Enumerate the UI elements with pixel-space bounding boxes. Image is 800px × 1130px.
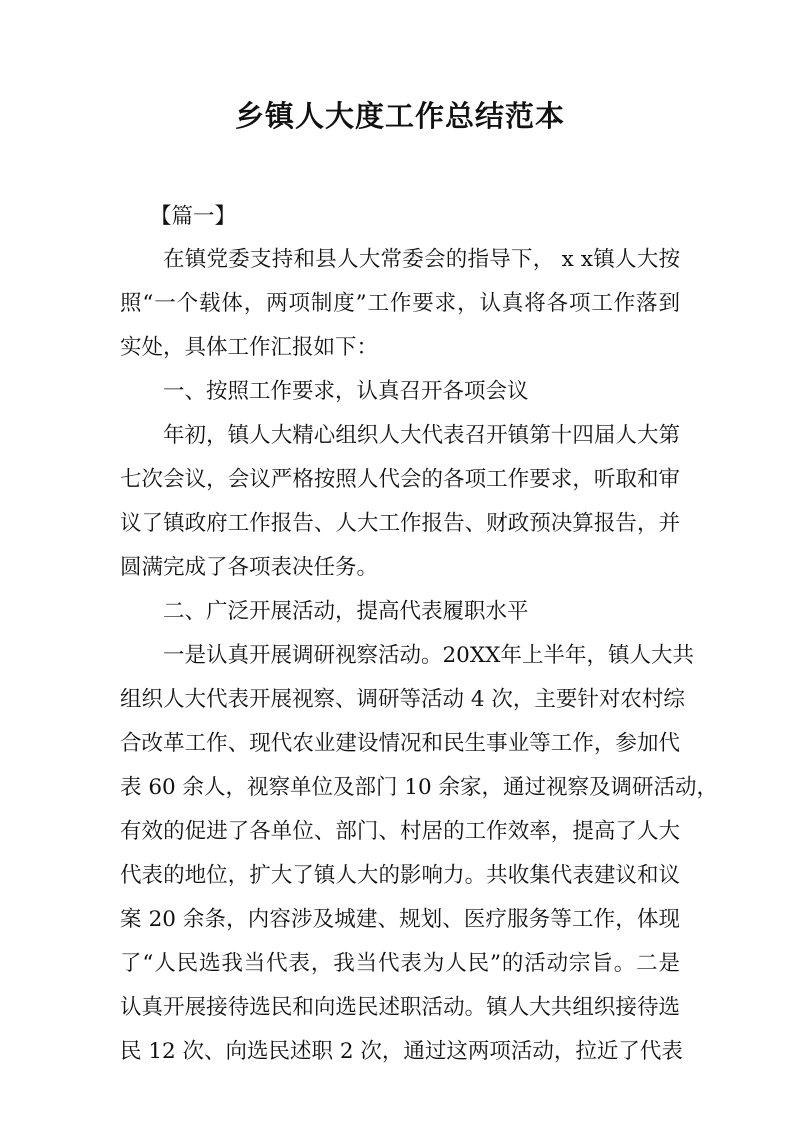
paragraph-line: 案 20 余条，内容涉及城建、规划、医疗服务等工作，体现 bbox=[120, 907, 680, 932]
section-label: 【篇一】 bbox=[150, 204, 237, 229]
document-title: 乡镇人大度工作总结范本 bbox=[234, 99, 565, 133]
paragraph-line: 有效的促进了各单位、部门、村居的工作效率，提高了人大 bbox=[120, 819, 680, 844]
paragraph-line: 了“人民选我当代表，我当代表为人民”的活动宗旨。二是 bbox=[120, 951, 680, 976]
paragraph-line: 在镇党委支持和县人大常委会的指导下， x x镇人大按 bbox=[163, 247, 680, 272]
paragraph-line: 议了镇政府工作报告、人大工作报告、财政预决算报告，并 bbox=[120, 511, 680, 536]
paragraph-line: 组织人大代表开展视察、调研等活动 4 次，主要针对农村综 bbox=[120, 687, 685, 712]
paragraph-line: 七次会议，会议严格按照人代会的各项工作要求，听取和审 bbox=[120, 467, 680, 492]
paragraph-line: 一是认真开展调研视察活动。20XX年上半年，镇人大共 bbox=[163, 643, 694, 668]
paragraph-line: 代表的地位，扩大了镇人大的影响力。共收集代表建议和议 bbox=[120, 863, 680, 888]
section-heading: 一、按照工作要求，认真召开各项会议 bbox=[163, 379, 529, 404]
paragraph-line: 年初，镇人大精心组织人大代表召开镇第十四届人大第 bbox=[163, 423, 680, 448]
paragraph-line: 民 12 次、向选民述职 2 次，通过这两项活动，拉近了代表 bbox=[120, 1039, 683, 1064]
paragraph-line: 表 60 余人，视察单位及部门 10 余家，通过视察及调研活动， bbox=[120, 775, 719, 800]
paragraph-line: 实处，具体工作汇报如下： bbox=[120, 335, 379, 360]
paragraph-line: 合改革工作、现代农业建设情况和民生事业等工作，参加代 bbox=[120, 731, 680, 756]
paragraph-line: 认真开展接待选民和向选民述职活动。镇人大共组织接待选 bbox=[120, 995, 680, 1020]
paragraph-line: 圆满完成了各项表决任务。 bbox=[120, 555, 379, 580]
paragraph-line: 照“一个载体，两项制度”工作要求，认真将各项工作落到 bbox=[120, 291, 680, 316]
section-heading: 二、广泛开展活动，提高代表履职水平 bbox=[163, 599, 529, 624]
